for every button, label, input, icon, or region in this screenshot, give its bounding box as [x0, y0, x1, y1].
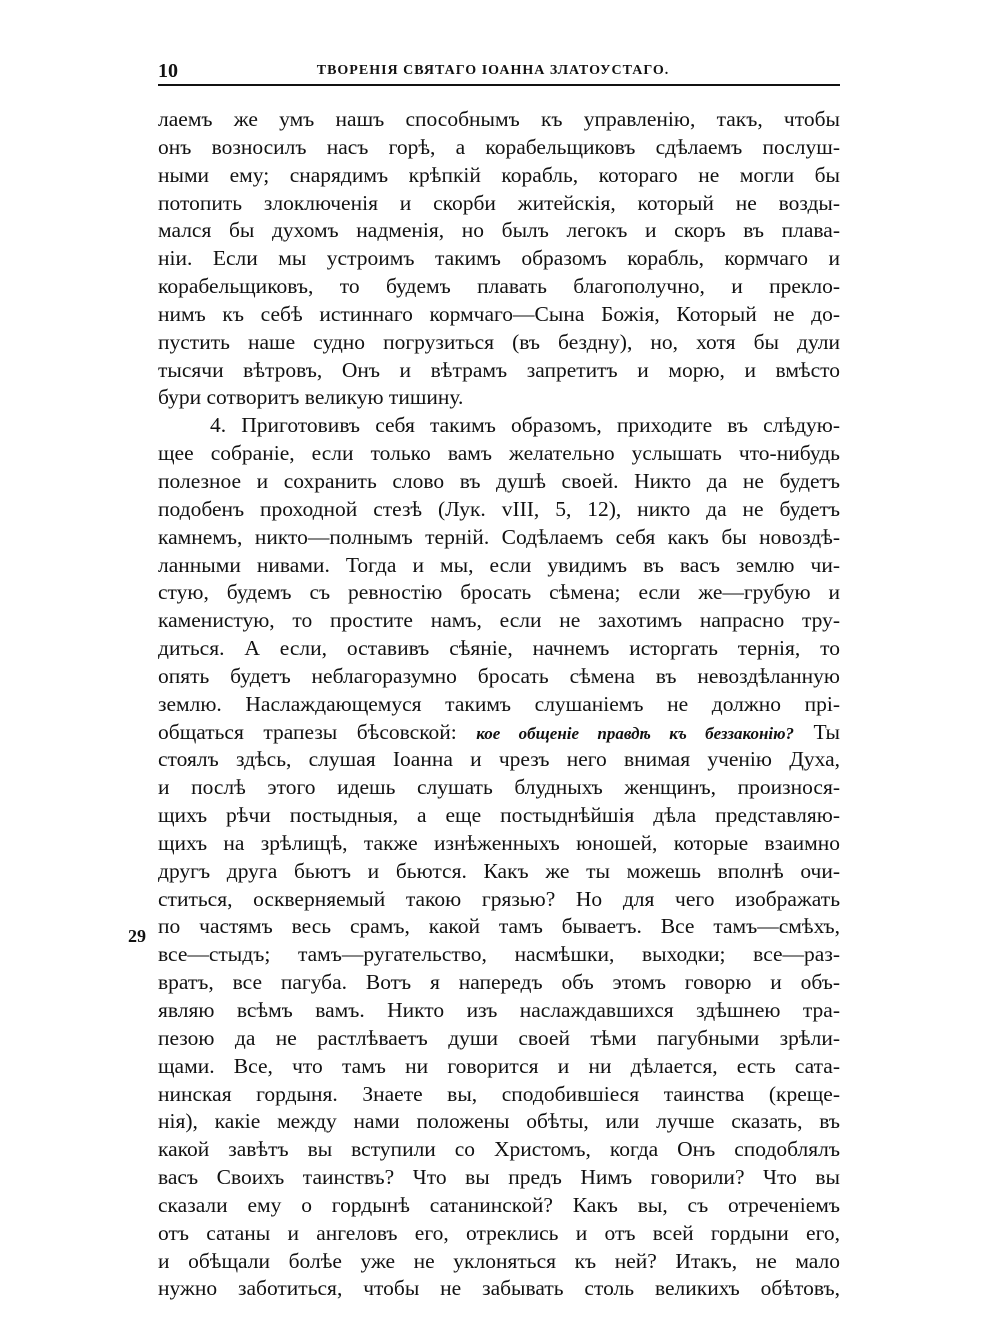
text-line: бури сотворитъ великую тишину.: [158, 385, 464, 410]
text-line-end: Ты: [794, 719, 840, 744]
text-line: нинская гордыня. Знаете вы, сподобившіеся таинства (креще-: [158, 1081, 840, 1106]
text-line: тысячи вѣтровъ, Онъ и вѣтрамъ запретитъ и морю, и вмѣсто: [158, 357, 840, 382]
text-line: щихъ на зрѣлищѣ, также изнѣженныхъ юношей, которые взаимно: [158, 830, 840, 855]
text-line: 4. Приготовивъ себя такимъ образомъ, приходите въ слѣдую-: [210, 413, 840, 438]
text-line: лаемъ же умъ нашъ способнымъ къ управленію, такъ, чтобы: [158, 107, 840, 131]
text-line: какой завѣтъ вы вступили со Христомъ, когда Онъ сподоблялъ: [158, 1137, 840, 1162]
text-line: мался бы духомъ надменія, но былъ легокъ и скоръ въ плава-: [158, 218, 840, 243]
text-line: стую, будемъ съ ревностію бросать сѣмена; если же—грубую и: [158, 580, 840, 605]
page-header: [158, 54, 840, 86]
text-line: ститься, оскверняемый такою грязью? Но для чего изображать: [158, 886, 840, 911]
text-line: щами. Все, что тамъ ни говорится и ни дѣлается, есть сата-: [158, 1053, 840, 1078]
text-line: камнемъ, никто—полнымъ терній. Содѣлаемъ себя какъ бы новоздѣ-: [158, 524, 840, 549]
text-line: диться. А если, оставивъ сѣяніе, начнемъ исторгать тернія, то: [158, 636, 840, 661]
text-line: щихъ рѣчи постыдныя, а еще постыднѣйшія дѣла представляю-: [158, 803, 840, 828]
text-line: подобенъ проходной стезѣ (Лук. vIII, 5, 12), никто да не будетъ: [158, 496, 840, 521]
text-line: сказали ему о гордынѣ сатанинской? Какъ вы, съ отреченіемъ: [158, 1192, 840, 1217]
text-line: нимъ къ себѣ истиннаго кормчаго—Сына Божія, Который не до-: [158, 301, 840, 326]
text-line: корабельщиковъ, то будемъ плавать благополучно, и преклo-: [158, 274, 840, 299]
text-line: васъ Своихъ таинствъ? Что вы предъ Нимъ говорили? Что вы: [158, 1165, 840, 1190]
text-line: все—стыдъ; тамъ—ругательство, насмѣшки, выходки; все—раз-: [158, 942, 840, 967]
text-line: ланными нивами. Тогда и мы, если увидимъ въ васъ землю чи-: [158, 552, 840, 577]
text-line: отъ сатаны и ангеловъ его, отреклись и отъ всей гордыни его,: [158, 1220, 840, 1245]
text-line: щее собраніе, если только вамъ желательно услышать что-нибудь: [158, 441, 840, 466]
scripture-quote: кое общеніе правдѣ къ беззаконію?: [476, 723, 795, 743]
margin-note: 29: [128, 926, 146, 946]
running-head: ТВОРЕНІЯ СВЯТАГО ІОАННА ЗЛАТОУСТАГО.: [316, 63, 670, 78]
text-line-with-quote: [158, 719, 840, 747]
text-line: и обѣщали болѣе уже не уклоняться къ ней? Итакъ, не мало: [158, 1248, 840, 1273]
text-line: и послѣ этого идешь слушать блудныхъ женщинъ, произнося-: [158, 775, 840, 800]
text-line: нужно заботиться, чтобы не забывать столь великихъ обѣтовъ,: [158, 1276, 840, 1301]
text-line-start: общаться трапезы бѣсовской:: [158, 719, 457, 744]
text-line: нія), какіе между нами положены обѣты, или лучше сказать, въ: [158, 1109, 840, 1134]
page-number: 10: [158, 60, 178, 82]
text-line: ными ему; снарядимъ крѣпкій корабль, котораго не могли бы: [158, 162, 840, 187]
text-line: опять будетъ неблагоразумно бросать сѣмена въ невоздѣланную: [158, 663, 840, 688]
text-line: полезное и сохранить слово въ душѣ своей. Никто да не будетъ: [158, 468, 840, 493]
text-line: по частямъ весь срамъ, какой тамъ бываетъ. Все тамъ—смѣхъ,: [158, 914, 840, 939]
text-line: каменистую, то простите намъ, если не захотимъ напрасно тру-: [158, 608, 840, 633]
text-line: являю всѣмъ вамъ. Никто изъ наслаждавшихся здѣшнею тра-: [158, 998, 840, 1022]
text-line: стоялъ здѣсь, слушая Іоанна и чрезъ него внимая ученію Духа,: [158, 747, 840, 772]
text-line: ніи. Если мы устроимъ такимъ образомъ корабль, кормчаго и: [158, 246, 840, 271]
text-line: пустить наше судно погрузиться (въ бездну), но, хотя бы дули: [158, 329, 840, 354]
text-line: вратъ, все пагуба. Вотъ я напередъ объ этомъ говорю и объ-: [158, 970, 840, 995]
text-line: пезою да не растлѣваетъ души своей тѣми пагубными зрѣли-: [158, 1025, 840, 1050]
text-line: онъ возносилъ насъ горѣ, а корабельщиковъ сдѣлаемъ послуш-: [158, 134, 840, 159]
text-line: потопить злоключенія и скорби житейскія, который не возды-: [158, 190, 840, 215]
text-line: другъ друга бьютъ и бьются. Какъ же ты можешь вполнѣ очи-: [158, 858, 840, 883]
body-text: [158, 106, 840, 1303]
text-line: землю. Наслаждающемуся такимъ слушаніемъ не должно прі-: [158, 691, 840, 716]
